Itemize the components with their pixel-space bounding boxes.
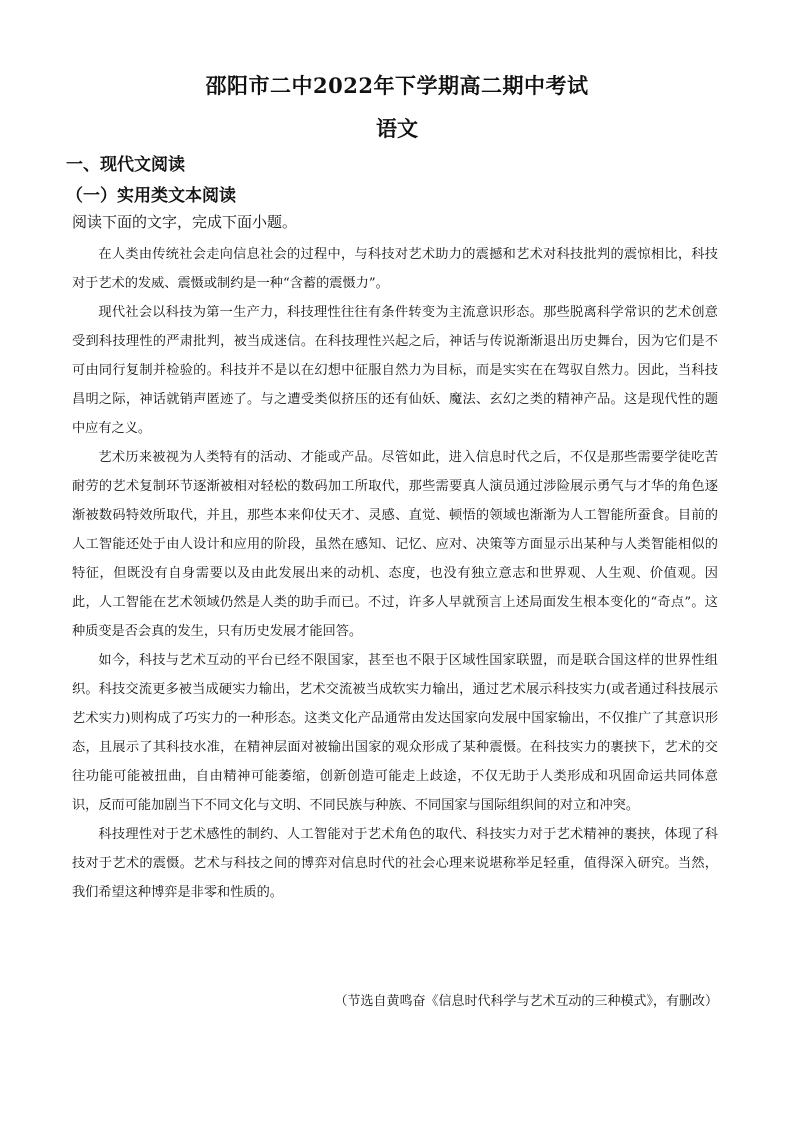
- article-paragraph: 科技理性对于艺术感性的制约、人工智能对于艺术角色的取代、科技实力对于艺术精神的裹挟，体现了科技对于艺术的震慑。艺术与科技之间的博弈对信息时代的社会心理来说堪称举足轻重，值得深入研究。当然，我们希望这种博弈是非零和性质的。: [72, 827, 718, 900]
- article-paragraph: 艺术历来被视为人类特有的活动、才能或产品。尽管如此，进入信息时代之后，不仅是那些需要学徒吃苦耐劳的艺术复制环节逐渐被相对轻松的数码加工所取代，那些需要真人演员通过涉险展示勇气与才华的角色逐渐被数码特效所取代，并且，那些本来仰仗天才、灵感、直觉、顿悟的领域也渐渐为人工智能所蚕食。目前的人工智能还处于由人设计和应用的阶段，虽然在感知、记忆、应对、决策等方面显示出某种与人类智能相似的特征，但既没有自身需要以及由此发展出来的动机、态度，也没有独立意志和世界观、人生观、价值观。因此，人工智能在艺术领域仍然是人类的助手而已。不过，许多人早就预言上述局面发生根本变化的“奇点”。这种质变是否会真的发生，只有历史发展才能回答。: [72, 450, 718, 639]
- article-source: （节选自黄鸣奋《信息时代科学与艺术互动的三种模式》，有删改）: [334, 994, 718, 1009]
- article-body: [72, 240, 718, 907]
- subject-title: 语文: [376, 116, 418, 141]
- section-heading: 一、现代文阅读: [66, 155, 185, 175]
- exam-title: 邵阳市二中2022年下学期高二期中考试: [205, 73, 589, 98]
- reading-instruction: 阅读下面的文字，完成下面小题。: [72, 213, 298, 231]
- article-paragraph: 在人类由传统社会走向信息社会的过程中，与科技对艺术助力的震撼和艺术对科技批判的震惊相比，科技对于艺术的发威、震慑或制约是一种“含蓄的震慑力”。: [72, 247, 718, 291]
- article-paragraph: 现代社会以科技为第一生产力，科技理性往往有条件转变为主流意识形态。那些脱离科学常识的艺术创意受到科技理性的严肃批判，被当成迷信。在科技理性兴起之后，神话与传说渐渐退出历史舞台，因为它们是不可由同行复制并检验的。科技并不是以在幻想中征服自然力为目标，而是实实在在驾驭自然力。因此，当科技昌明之际，神话就销声匿迹了。与之遭受类似挤压的还有仙妖、魔法、玄幻之类的精神产品。这是现代性的题中应有之义。: [72, 305, 718, 436]
- article-paragraph: 如今，科技与艺术互动的平台已经不限国家，甚至也不限于区域性国家联盟，而是联合国这样的世界性组织。科技交流更多被当成硬实力输出，艺术交流被当成软实力输出，通过艺术展示科技实力(或者通过科技展示艺术实力)则构成了巧实力的一种形态。这类文化产品通常由发达国家向发展中国家输出，不仅推广了其意识形态，且展示了其科技水准，在精神层面对被输出国家的观众形成了某种震慑。在科技实力的裹挟下，艺术的交往功能可能被扭曲，自由精神可能萎缩，创新创造可能走上歧途，不仅无助于人类形成和巩固命运共同体意识，反而可能加剧当下不同文化与文明、不同民族与种族、不同国家与国际组织间的对立和冲突。: [72, 653, 718, 813]
- subsection-heading: （一）实用类文本阅读: [66, 186, 236, 206]
